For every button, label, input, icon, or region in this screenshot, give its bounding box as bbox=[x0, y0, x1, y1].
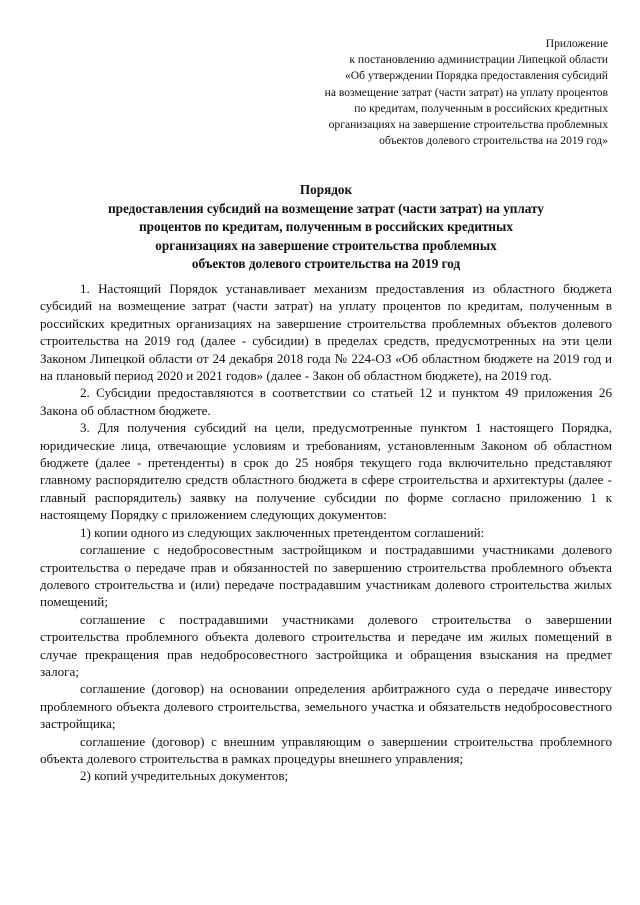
document-body bbox=[40, 280, 612, 785]
title-line: процентов по кредитам, полученным в российских кредитных bbox=[139, 219, 513, 235]
appendix-line: Приложение bbox=[545, 37, 608, 50]
paragraph-2: 2. Субсидии предоставляются в соответствии со статьей 12 и пунктом 49 приложения 26 Закона об областном бюджете. bbox=[40, 385, 612, 418]
document-title bbox=[40, 181, 612, 274]
title-line: предоставления субсидий на возмещение затрат (части затрат) на уплату bbox=[108, 200, 544, 216]
appendix-line: объектов долевого строительства на 2019 год» bbox=[379, 134, 608, 148]
appendix-line: по кредитам, полученным в российских кредитных bbox=[354, 101, 608, 115]
agreement-item: соглашение с недобросовестным застройщиком и пострадавшими участниками долевого строительства о передаче прав и обязанностей по завершению строительства проблемного объекта долевого строительства и (или) передаче пострадавшим участникам долевого строительства жилых помещений; bbox=[40, 542, 612, 610]
agreement-item: соглашение (договор) на основании определения арбитражного суда о передаче инвестору проблемного объекта долевого строительства, земельного участка и обязательств недобросовестного застройщика; bbox=[40, 681, 612, 732]
title-line: организациях на завершение строительства проблемных bbox=[155, 237, 497, 253]
title-heading: Порядок bbox=[299, 182, 353, 197]
list-item-2: 2) копий учредительных документов; bbox=[80, 768, 289, 784]
agreement-item: соглашение (договор) с внешним управляющим о завершении строительства проблемного объекта долевого строительства в рамках процедуры внешнего управления; bbox=[40, 733, 612, 766]
title-line: объектов долевого строительства на 2019 год bbox=[191, 256, 461, 272]
paragraph-3: 3. Для получения субсидий на цели, предусмотренные пунктом 1 настоящего Порядка, юридические лица, отвечающие условиям и требованиям, установленным Законом об областном бюджете (далее - претенденты) в срок до 25 ноября текущего года включительно представляют главному распорядителю средств областного бюджета в сфере строительства и архитектуры (далее - главный распорядитель) заявку на получение субсидии по форме согласно приложению 1 к настоящему Порядку с приложением следующих документов: bbox=[40, 420, 612, 523]
paragraph-1: 1. Настоящий Порядок устанавливает механизм предоставления из областного бюджета субсидий на возмещение затрат (части затрат) на уплату процентов по кредитам, полученным в российских кредитных организациях на завершение строительства проблемных объектов долевого строительства на 2019 год (далее - субсидии) в пределах средств, предусмотренных на эти цели Законом Липецкой области от 24 декабря 2018 года № 224-ОЗ «Об областном бюджете на 2019 год и на плановый период 2020 и 2021 годов» (далее - Закон об областном бюджете), на 2019 год. bbox=[40, 281, 612, 384]
agreement-item: соглашение с пострадавшими участниками долевого строительства о завершении строительства проблемного объекта долевого строительства и передаче им жилых помещений в случае прекращения прав недобросовестного застройщика и обращения взыскания на предмет залога; bbox=[40, 611, 612, 679]
appendix-line: «Об утверждении Порядка предоставления субсидий bbox=[344, 69, 608, 83]
list-item-1: 1) копии одного из следующих заключенных претендентом соглашений: bbox=[80, 524, 485, 540]
appendix-line: организациях на завершение строительства проблемных bbox=[328, 118, 608, 132]
appendix-line: на возмещение затрат (части затрат) на уплату процентов bbox=[324, 85, 608, 99]
appendix-line: к постановлению администрации Липецкой области bbox=[349, 53, 608, 67]
appendix-header bbox=[248, 36, 608, 149]
